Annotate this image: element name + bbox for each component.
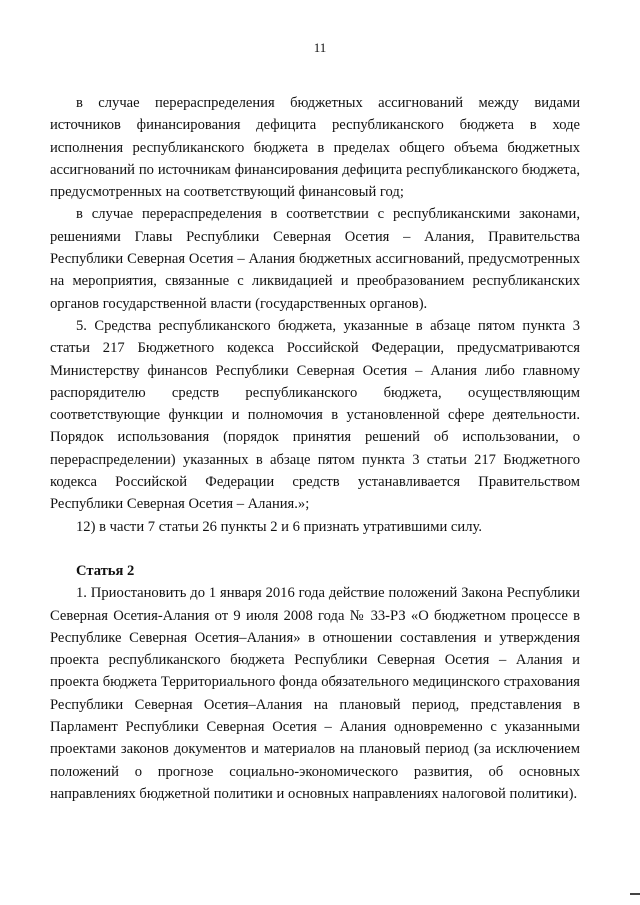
- paragraph-reallocation-laws: в случае перераспределения в соответствии с республиканскими законами, решениями Главы Республики Северная Осетия – Алания, Правительства Республики Северная Осетия – Алания бюджетных ассигнований, предусмотренных на мероприятия, связанные с ликвидацией и преобразованием республиканских органов государственной власти (государственных органов).: [50, 206, 580, 312]
- paragraph-reallocation-sources: в случае перераспределения бюджетных ассигнований между видами источников финансирования дефицита республиканского бюджета в ходе исполнения республиканского бюджета в пределах общего объема бюджетных ассигнований по источникам финансирования дефицита республиканского бюджета, предусмотренных на соответствующий финансовый год;: [50, 95, 580, 201]
- paragraph-point-5: 5. Средства республиканского бюджета, указанные в абзаце пятом пункта 3 статьи 217 Бюджетного кодекса Российской Федерации, предусматриваются Министерству финансов Республики Северная Осетия – Алания либо главному распорядителю средств республиканского бюджета, осуществляющим соответствующие функции и полномочия в установленной сфере деятельности. Порядок использования (порядок принятия решений об использовании, о перераспределении) указанных в абзаце пятом пункта 3 статьи 217 Бюджетного кодекса Российской Федерации средств устанавливается Правительством Республики Северная Осетия – Алания.»;: [50, 317, 580, 513]
- document-body: [50, 92, 580, 805]
- section-spacer: [50, 538, 580, 560]
- article-2-paragraph-1: 1. Приостановить до 1 января 2016 года действие положений Закона Республики Северная Осетия-Алания от 9 июля 2008 года № 33-РЗ «О бюджетном процессе в Республике Северная Осетия–Алания» в отношении составления и утверждения проекта республиканского бюджета Республики Северная Осетия – Алания и проекта бюджета Территориального фонда обязательного медицинского страхования Республики Северная Осетия–Алания на плановый период, представления в Парламент Республики Северная Осетия – Алания одновременно с указанными проектами законов документов и материалов на плановый период (за исключением положений о прогнозе социально-экономического развития, об основных направлениях бюджетной политики и основных направлениях налоговой политики).: [50, 585, 580, 802]
- page-number: 11: [313, 40, 327, 55]
- scan-edge-mark: [630, 893, 640, 895]
- article-2-heading: Статья 2: [76, 562, 135, 579]
- paragraph-point-12: 12) в части 7 статьи 26 пункты 2 и 6 признать утратившими силу.: [76, 518, 482, 535]
